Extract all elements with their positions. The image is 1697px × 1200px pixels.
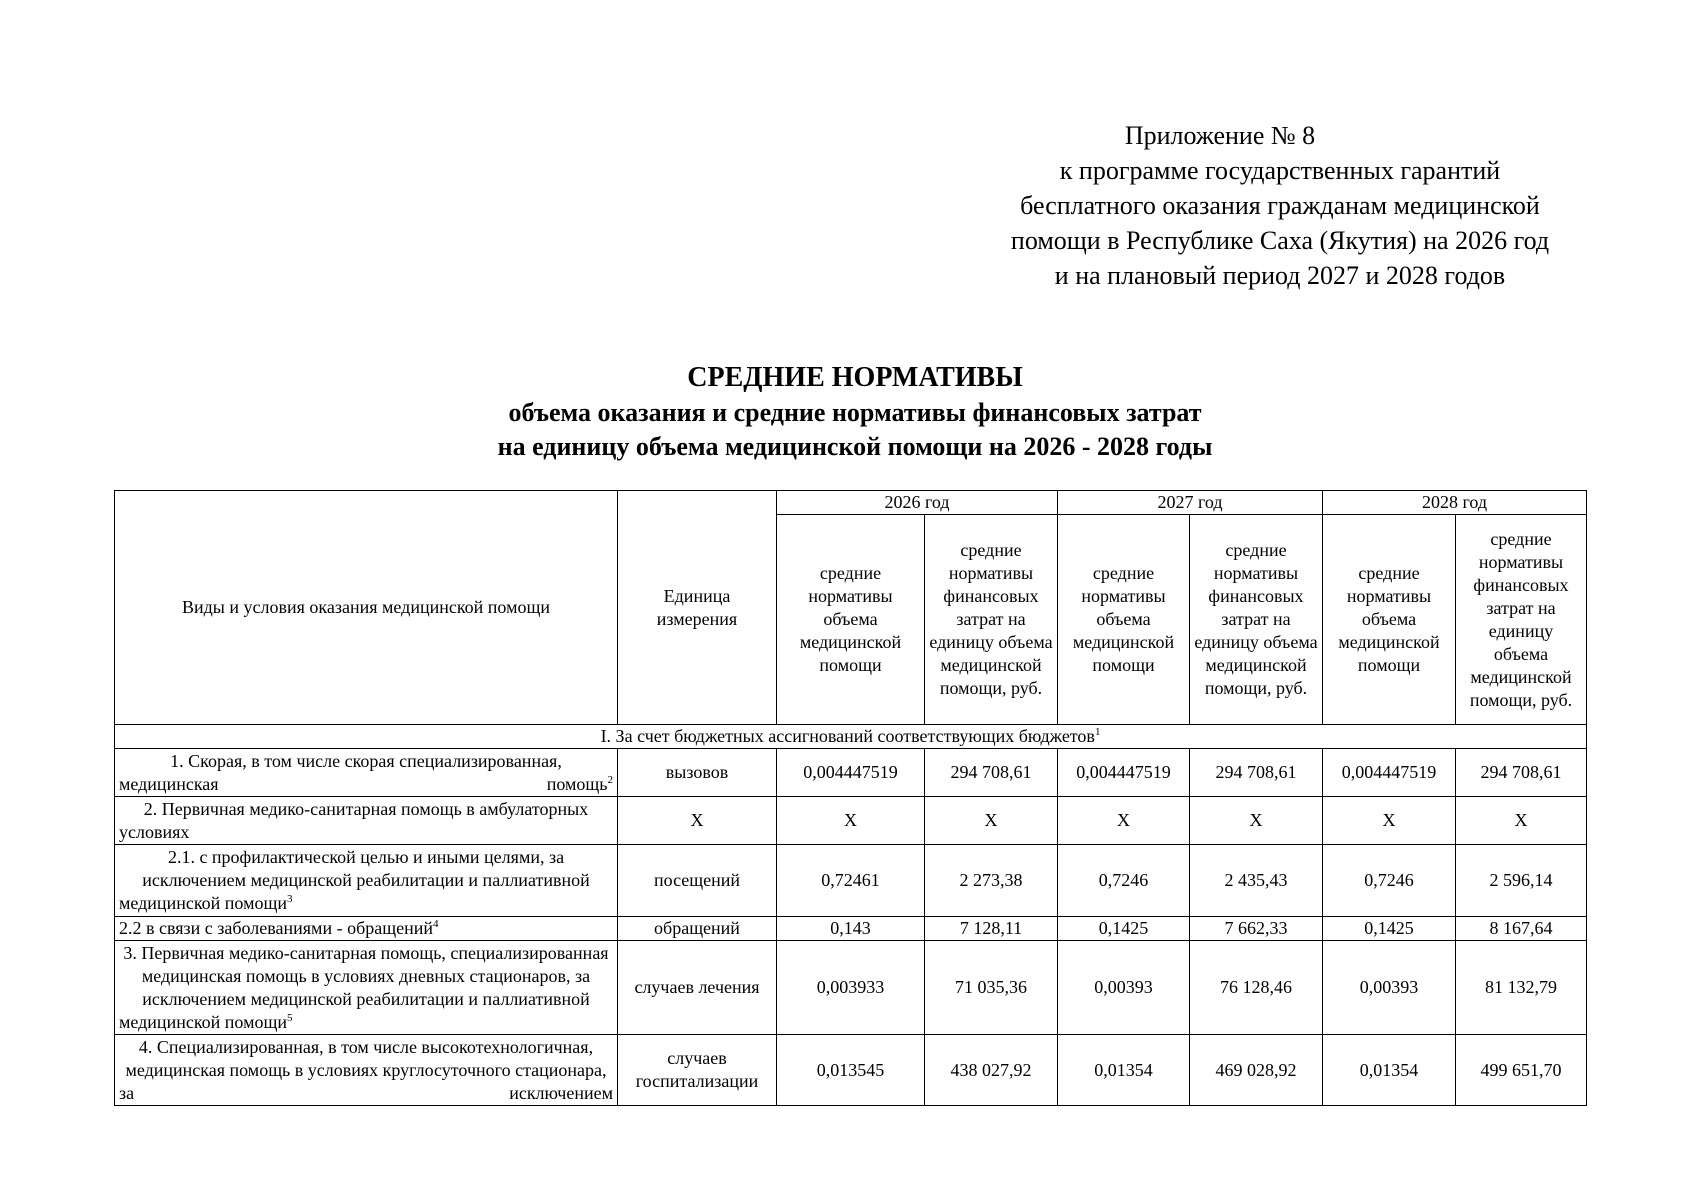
header-year-2027: 2027 год (1058, 491, 1323, 515)
footnote-ref: 5 (286, 1011, 293, 1024)
header-volume-norm: средние нормативы объема медицинской помощи (1323, 515, 1456, 725)
cell-volume-2027: 0,1425 (1058, 917, 1190, 941)
row-unit: случаев госпитализации (618, 1035, 777, 1106)
cell-cost-2028: 8 167,64 (1456, 917, 1587, 941)
row-unit: Х (618, 797, 777, 845)
table-row (115, 917, 1587, 941)
cell-cost-2026: 294 708,61 (925, 749, 1058, 797)
row-kind-text: 2.1. с профилактической целью и иными целями, за исключением медицинской реабилитации и паллиативной медицинской помощи (119, 847, 590, 913)
cell-volume-2028: Х (1323, 797, 1456, 845)
cell-cost-2026: 7 128,11 (925, 917, 1058, 941)
footnote-ref: 1 (1094, 726, 1101, 738)
cell-cost-2028: Х (1456, 797, 1587, 845)
cell-cost-2028: 294 708,61 (1456, 749, 1587, 797)
row-kind (115, 749, 618, 797)
row-kind (115, 797, 618, 845)
cell-cost-2027: 2 435,43 (1190, 845, 1323, 917)
cell-volume-2027: 0,01354 (1058, 1035, 1190, 1106)
footnote-ref: 3 (286, 893, 293, 905)
cell-cost-2027: Х (1190, 797, 1323, 845)
row-kind (115, 917, 618, 941)
cell-volume-2028: 0,1425 (1323, 917, 1456, 941)
row-kind-text: 4. Специализированная, в том числе высокотехнологичная, медицинская помощь в условиях круглосуточного стационара, за исключением (119, 1036, 613, 1103)
header-year-2028: 2028 год (1323, 491, 1587, 515)
row-kind (115, 845, 618, 917)
row-kind (115, 1035, 618, 1106)
cell-cost-2027: 7 662,33 (1190, 917, 1323, 941)
row-kind-text: 1. Скорая, в том числе скорая специализированная, медицинская помощь (119, 750, 608, 794)
table-row (115, 749, 1587, 797)
title-subtitle-1: объема оказания и средние нормативы финансовых затрат (508, 398, 1202, 427)
document-title (0, 360, 1697, 464)
cell-cost-2027: 294 708,61 (1190, 749, 1323, 797)
row-unit: вызовов (618, 749, 777, 797)
table-row (115, 1035, 1587, 1106)
header-year-2026: 2026 год (777, 491, 1058, 515)
table-header-row (115, 491, 1587, 515)
appendix-number: Приложение № 8 (1124, 121, 1316, 150)
section-text: I. За счет бюджетных ассигнований соответствующих бюджетов (600, 726, 1095, 746)
footnote-ref: 2 (607, 773, 613, 786)
header-cost-norm: средние нормативы финансовых затрат на единицу объема медицинской помощи, руб. (1190, 515, 1323, 725)
row-kind-text: 3. Первичная медико-санитарная помощь, специализированная медицинская помощь в условиях дневных стационаров, за исключением медицинской реабилитации и паллиативной медицинской помощи (119, 942, 609, 1032)
cell-cost-2026: 438 027,92 (925, 1035, 1058, 1106)
cell-volume-2026: Х (777, 797, 925, 845)
cell-volume-2028: 0,00393 (1323, 941, 1456, 1035)
cell-volume-2026: 0,72461 (777, 845, 925, 917)
cell-cost-2028: 2 596,14 (1456, 845, 1587, 917)
cell-volume-2026: 0,013545 (777, 1035, 925, 1106)
cell-volume-2026: 0,004447519 (777, 749, 925, 797)
cell-volume-2028: 0,004447519 (1323, 749, 1456, 797)
row-kind (115, 941, 618, 1035)
table-row (115, 797, 1587, 845)
header-cost-norm: средние нормативы финансовых затрат на единицу объема медицинской помощи, руб. (1456, 515, 1587, 725)
cell-volume-2028: 0,01354 (1323, 1035, 1456, 1106)
cell-volume-2027: Х (1058, 797, 1190, 845)
header-volume-norm: средние нормативы объема медицинской помощи (1058, 515, 1190, 725)
title-subtitle-2: на единицу объема медицинской помощи на 2026 - 2028 годы (497, 432, 1213, 461)
row-unit: посещений (618, 845, 777, 917)
cell-cost-2027: 469 028,92 (1190, 1035, 1323, 1106)
cell-cost-2027: 76 128,46 (1190, 941, 1323, 1035)
appendix-heading (930, 118, 1630, 293)
appendix-line: к программе государственных гарантий (1059, 156, 1501, 185)
row-kind-text: 2. Первичная медико-санитарная помощь в амбулаторных условиях (119, 798, 589, 842)
cell-volume-2026: 0,003933 (777, 941, 925, 1035)
cell-cost-2026: 71 035,36 (925, 941, 1058, 1035)
cell-cost-2026: Х (925, 797, 1058, 845)
section-title (115, 725, 1587, 749)
norms-table (114, 490, 1587, 1106)
cell-volume-2028: 0,7246 (1323, 845, 1456, 917)
header-unit: Единица измерения (618, 491, 777, 725)
section-row (115, 725, 1587, 749)
cell-volume-2026: 0,143 (777, 917, 925, 941)
header-volume-norm: средние нормативы объема медицинской помощи (777, 515, 925, 725)
row-kind-text: 2.2 в связи с заболеваниями - обращений (119, 918, 433, 938)
row-unit: обращений (618, 917, 777, 941)
appendix-line: и на плановый период 2027 и 2028 годов (1054, 261, 1506, 290)
appendix-line: помощи в Республике Саха (Якутия) на 2026 год (1010, 226, 1550, 255)
cell-volume-2027: 0,7246 (1058, 845, 1190, 917)
appendix-line: бесплатного оказания гражданам медицинской (1020, 191, 1540, 220)
cell-cost-2026: 2 273,38 (925, 845, 1058, 917)
header-cost-norm: средние нормативы финансовых затрат на единицу объема медицинской помощи, руб. (925, 515, 1058, 725)
table-row (115, 941, 1587, 1035)
row-unit: случаев лечения (618, 941, 777, 1035)
cell-cost-2028: 81 132,79 (1456, 941, 1587, 1035)
cell-cost-2028: 499 651,70 (1456, 1035, 1587, 1106)
footnote-ref: 4 (432, 918, 439, 930)
table-row (115, 845, 1587, 917)
cell-volume-2027: 0,004447519 (1058, 749, 1190, 797)
header-kind: Виды и условия оказания медицинской помощи (115, 491, 618, 725)
title-main: СРЕДНИЕ НОРМАТИВЫ (687, 362, 1023, 393)
cell-volume-2027: 0,00393 (1058, 941, 1190, 1035)
